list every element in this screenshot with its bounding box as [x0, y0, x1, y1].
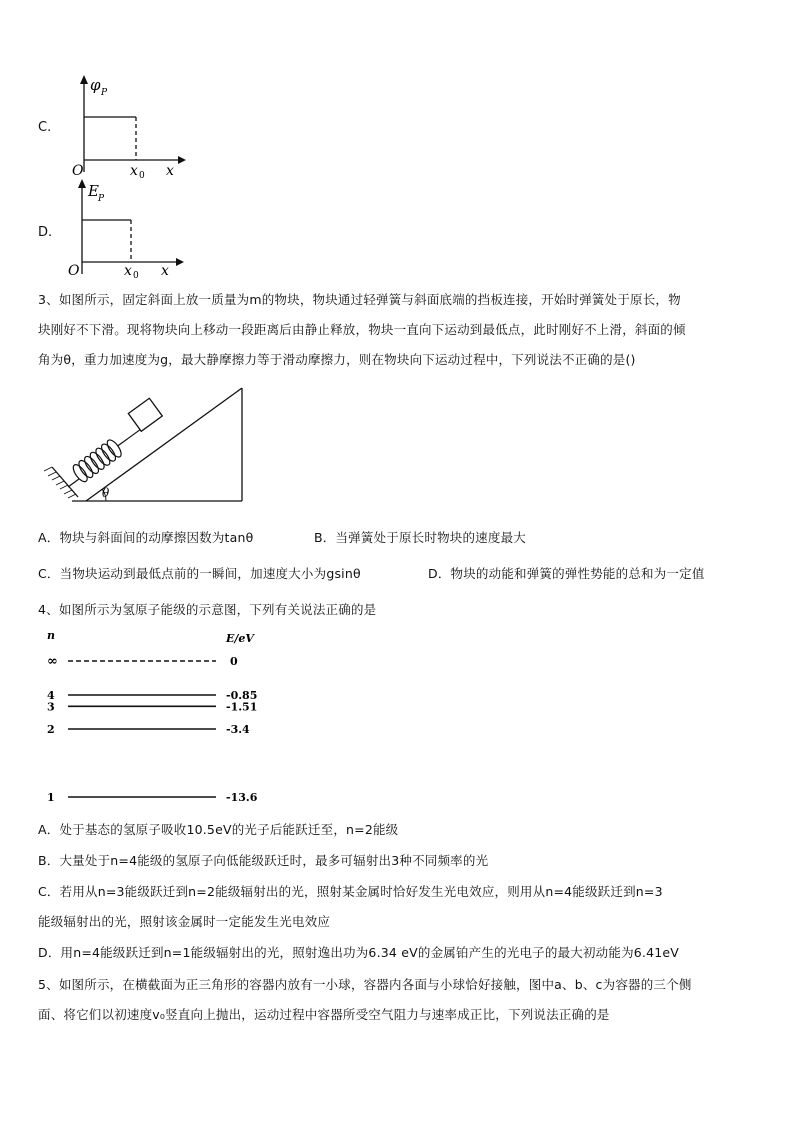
energy-level-value-label: 0 — [230, 655, 238, 668]
option-c-x0-sub: 0 — [139, 171, 145, 180]
energy-level-value-label: -13.6 — [226, 791, 258, 804]
incline-angle-label: θ — [102, 486, 110, 500]
option-d-label: D. — [38, 225, 53, 240]
energy-level-n-label: 3 — [47, 700, 55, 714]
q5-stem-line-2: 面、将它们以初速度v₀竖直向上抛出，运动过程中容器所受空气阻力与速率成正比，下列说法正确的是 — [38, 1007, 610, 1022]
option-d-x0: x — [124, 263, 132, 279]
option-d-y-label: E — [88, 182, 99, 200]
option-d-x0-sub: 0 — [133, 271, 139, 281]
option-d-x-label: x — [161, 263, 169, 279]
energy-header: E/eV — [226, 632, 254, 645]
option-d-y-sub: P — [98, 194, 105, 204]
option-d-origin: O — [68, 263, 80, 279]
q3-stem-line-1: 3、如图所示，固定斜面上放一质量为m的物块，物块通过轻弹簧与斜面底端的挡板连接，开始时弹簧处于原长，物 — [38, 292, 681, 307]
q4-option-c-line-1: C．若用从n=3能级跃迁到n=2能级辐射出的光，照射某金属时恰好发生光电效应，则用从n=4能级跃迁到n=3 — [38, 884, 663, 899]
n-header: n — [47, 629, 55, 642]
energy-level-diagram — [40, 626, 280, 810]
q3-option-b: B．当弹簧处于原长时物块的速度最大 — [314, 530, 526, 545]
q4-option-c-line-2: 能级辐射出的光，照射该金属时一定能发生光电效应 — [38, 914, 331, 929]
q3-option-c: C．当物块运动到最低点前的一瞬间，加速度大小为gsinθ — [38, 566, 361, 581]
q4-stem: 4、如图所示为氢原子能级的示意图，下列有关说法正确的是 — [38, 602, 377, 617]
energy-level-value-label: -0.85 — [226, 689, 258, 702]
q3-stem-line-3: 角为θ，重力加速度为g，最大静摩擦力等于滑动摩擦力，则在物块向下运动过程中，下列说法不正确的是() — [38, 352, 636, 367]
energy-level-n-label: 1 — [47, 791, 55, 804]
q3-option-a: A．物块与斜面间的动摩擦因数为tanθ — [38, 530, 254, 545]
option-d-graph — [66, 176, 186, 282]
incline-spring-figure — [40, 385, 250, 510]
energy-level-value-label: -3.4 — [226, 723, 250, 736]
energy-level-value-label: -1.51 — [226, 700, 258, 714]
q4-option-b: B．大量处于n=4能级的氢原子向低能级跃迁时，最多可辐射出3种不同频率的光 — [38, 853, 489, 868]
energy-level-n-label: 4 — [47, 689, 55, 702]
option-c-origin: O — [72, 163, 84, 179]
option-c-x-label: x — [166, 163, 174, 179]
q3-stem-line-2: 块刚好不下滑。现将物块向上移动一段距离后由静止释放，物块一直向下运动到最低点，此时刚好不上滑，斜面的倾 — [38, 322, 686, 337]
q4-option-a: A．处于基态的氢原子吸收10.5eV的光子后能跃迁至，n=2能级 — [38, 822, 399, 837]
option-c-y-label: φ — [90, 76, 101, 94]
q3-option-d: D．物块的动能和弹簧的弹性势能的总和为一定值 — [428, 566, 705, 581]
q5-stem-line-1: 5、如图所示，在横截面为正三角形的容器内放有一小球，容器内各面与小球恰好接触，图中a、b、c为容器的三个侧 — [38, 977, 692, 992]
energy-level-n-label: 2 — [47, 723, 55, 736]
option-c-label: C. — [38, 120, 52, 135]
q4-option-d: D．用n=4能级跃迁到n=1能级辐射出的光，照射逸出功为6.34 eV的金属铂产生的光电子的最大初动能为6.41eV — [38, 945, 680, 960]
energy-level-n-label: ∞ — [47, 654, 58, 669]
option-c-x0: x — [130, 163, 138, 179]
option-c-y-sub: P — [101, 88, 108, 98]
option-c-graph — [66, 72, 186, 180]
